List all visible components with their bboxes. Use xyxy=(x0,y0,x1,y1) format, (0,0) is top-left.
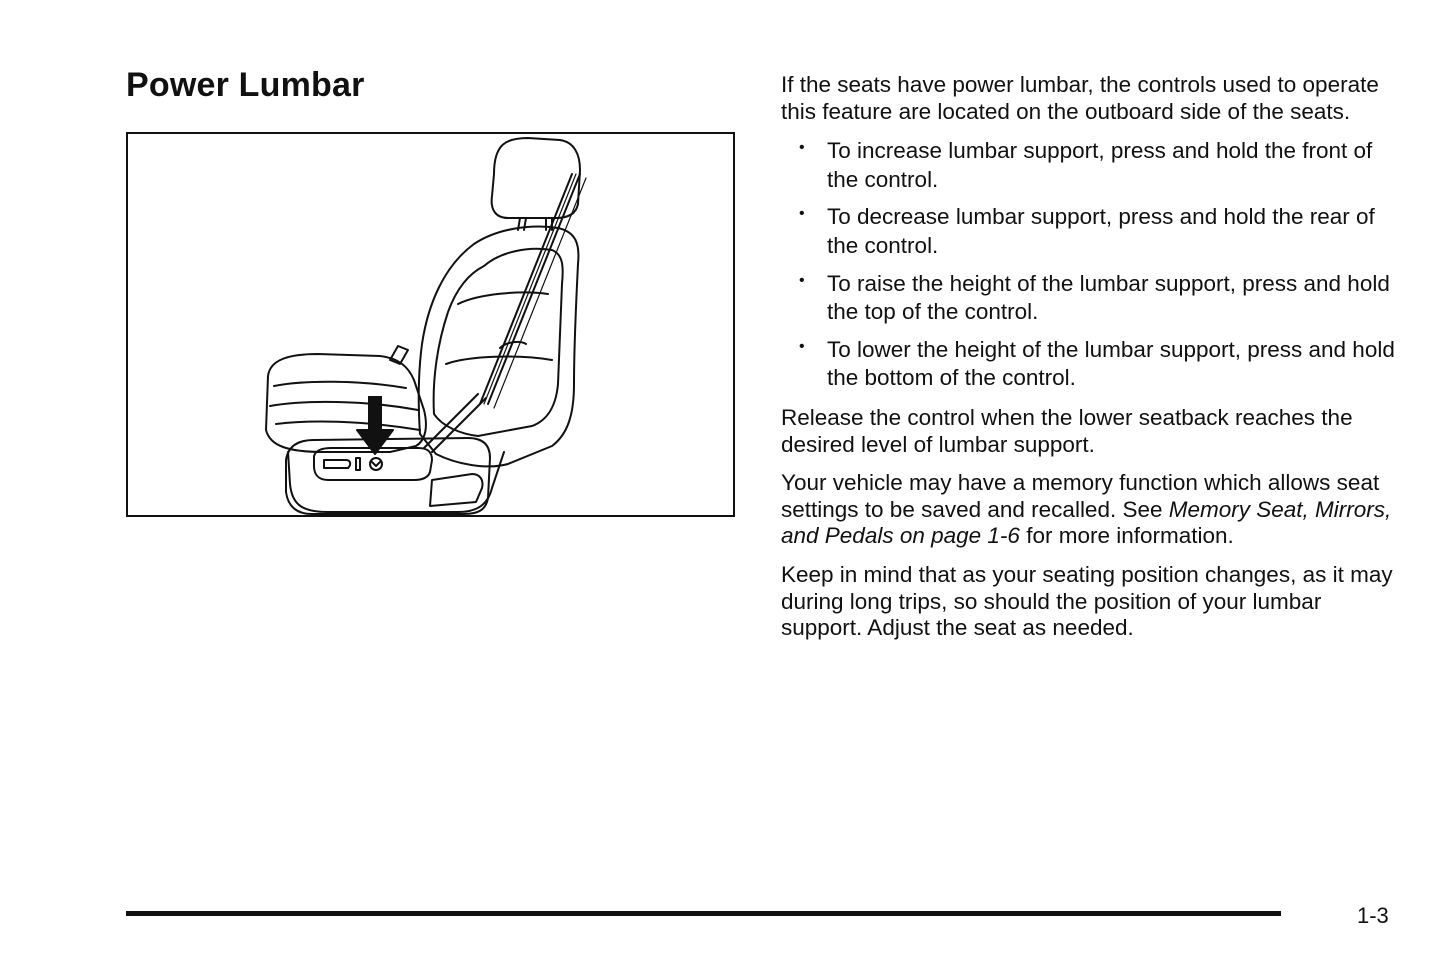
section-heading: Power Lumbar xyxy=(126,66,365,104)
release-paragraph: Release the control when the lower seatback reaches the desired level of lumbar support. xyxy=(781,404,1353,457)
car-seat-icon xyxy=(128,134,733,515)
list-item: • To increase lumbar support, press and hold the front of the control. xyxy=(781,137,1401,194)
memory-paragraph: Your vehicle may have a memory function which allows seat settings to be saved and recalled. See Memory Seat, Mirrors, and Pedals on page 1-6 for more information. xyxy=(781,470,1392,549)
bullet-icon: • xyxy=(799,337,805,355)
lumbar-instructions-list xyxy=(781,137,1401,393)
bullet-icon: • xyxy=(799,271,805,289)
body-column xyxy=(781,72,1401,654)
list-item: • To raise the height of the lumbar support, press and hold the top of the control. xyxy=(781,270,1401,327)
list-item: • To decrease lumbar support, press and hold the rear of the control. xyxy=(781,203,1401,260)
list-item: • To lower the height of the lumbar support, press and hold the bottom of the control. xyxy=(781,336,1401,393)
bullet-icon: • xyxy=(799,205,805,223)
seat-illustration xyxy=(126,132,735,517)
bullet-icon: • xyxy=(799,139,805,157)
keep-in-mind-paragraph: Keep in mind that as your seating position changes, as it may during long trips, so should the position of your lumbar support. Adjust the seat as needed. xyxy=(781,561,1393,641)
page-number: 1-3 xyxy=(1357,903,1389,928)
memory-seat-reference: Memory Seat, Mirrors, and Pedals on page 1-6 xyxy=(781,496,1392,549)
intro-paragraph: If the seats have power lumbar, the controls used to operate this feature are located on the outboard side of the seats. xyxy=(781,72,1379,124)
footer-rule xyxy=(126,911,1281,916)
